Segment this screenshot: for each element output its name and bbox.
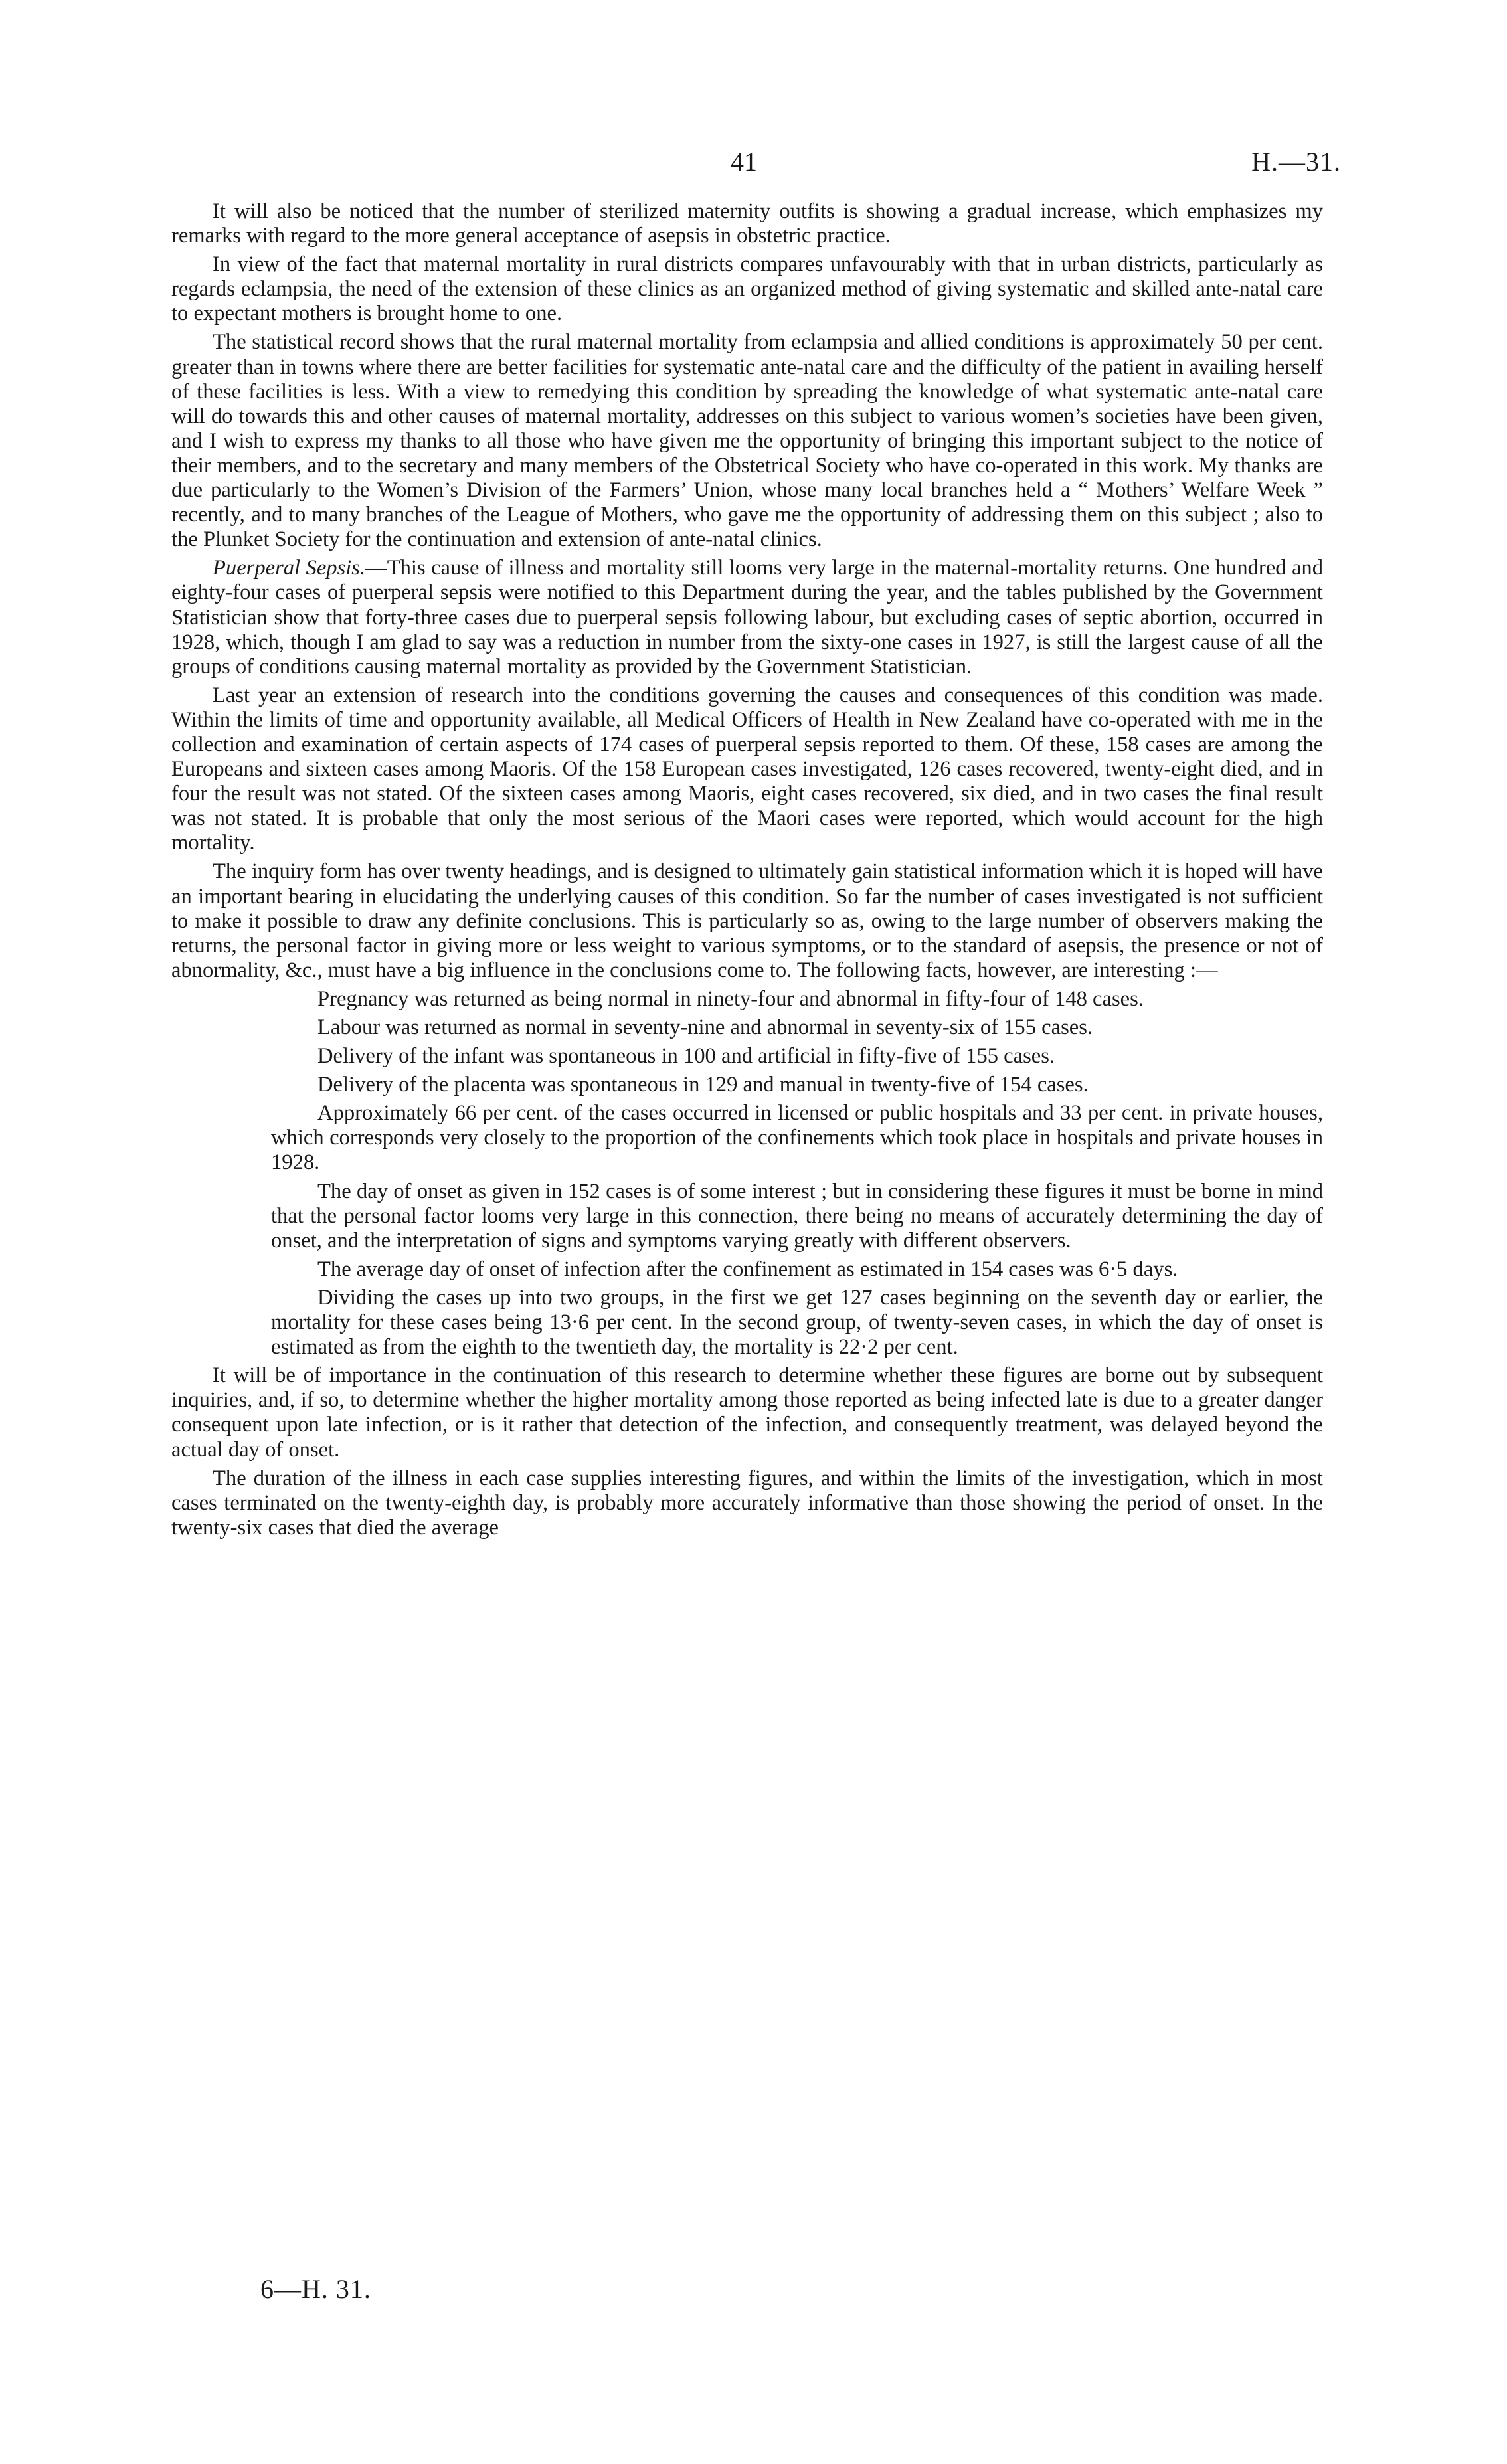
finding-item: Approximately 66 per cent. of the cases occurred in licensed or public hospitals and 33 per cent. in private houses, which corresponds very closely to the proportion of the confinements which took place in hospitals and private houses in 1928.: [271, 1101, 1323, 1175]
finding-item: The average day of onset of infection after the confinement as estimated in 154 cases was 6·5 days.: [317, 1257, 1178, 1281]
finding-item: The day of onset as given in 152 cases is of some interest ; but in considering these figures it must be borne in mind that the personal factor looms very large in this connection, there being no means of accurately determining the day of onset, and the interpretation of signs and symptoms varying greatly with different observers.: [271, 1179, 1323, 1253]
finding-item: Delivery of the placenta was spontaneous in 129 and manual in twenty-five of 154 cases.: [317, 1073, 1089, 1097]
paragraph: The statistical record shows that the rural maternal mortality from eclampsia and allied conditions is approximately 50 per cent. greater than in towns where there are better facilities for systematic ante-natal care and the difficulty of the patient in availing herself of these facilities is less. With a view to remedying this condition by spreading the knowledge of what systematic ante-natal care will do towards this and other causes of maternal mortality, addresses on this subject to various women’s societies have been given, and I wish to express my thanks to all those who have given me the opportunity of bringing this important subject to the notice of their members, and to the secretary and many members of the Obstetrical Society who have co-operated in this work. My thanks are due particularly to the Women’s Division of the Farmers’ Union, whose many local branches held a “ Mothers’ Welfare Week ” recently, and to many branches of the League of Mothers, who gave me the opportunity of addressing them on this subject ; also to the Plunket Society for the continuation and extension of ante-natal clinics.: [171, 330, 1323, 552]
paragraph: In view of the fact that maternal mortality in rural districts compares unfavourably with that in urban districts, particularly as regards eclampsia, the need of the extension of these clinics as an organized method of giving systematic and skilled ante-natal care to expectant mothers is brought home to one.: [171, 252, 1323, 326]
paragraph: The inquiry form has over twenty headings, and is designed to ultimately gain statistical information which it is hoped will have an important bearing in elucidating the underlying causes of this condition. So far the number of cases investigated is not sufficient to make it possible to draw any definite conclusions. This is particularly so as, owing to the large number of observers making the returns, the personal factor in giving more or less weight to various symptoms, or to the standard of asepsis, the presence or not of abnormality, &c., must have a big influence in the conclusions come to. The following facts, however, are interesting :—: [171, 859, 1323, 982]
paragraph: It will be of importance in the continuation of this research to determine whether these figures are borne out by subsequent inquiries, and, if so, to determine whether the higher mortality among those reported as being infected late is due to a greater danger consequent upon late infection, or is it rather that detection of the infection, and consequently treatment, was delayed beyond the actual day of onset.: [171, 1364, 1323, 1462]
paragraph: [171, 556, 1323, 679]
paragraph: Last year an extension of research into the conditions governing the causes and consequences of this condition was made. Within the limits of time and opportunity available, all Medical Officers of Health in New Zealand have co-operated with me in the collection and examination of certain aspects of 174 cases of puerperal sepsis reported to them. Of these, 158 cases are among the Europeans and sixteen cases among Maoris. Of the 158 European cases investigated, 126 cases recovered, twenty-eight died, and in four the result was not stated. Of the sixteen cases among Maoris, eight cases recovered, six died, and in two cases the final result was not stated. It is probable that only the most serious of the Maori cases were reported, which would account for the high mortality.: [171, 683, 1323, 855]
report-body: [171, 199, 1323, 1544]
signature-mark: 6—H. 31.: [260, 2274, 371, 2304]
finding-item: Dividing the cases up into two groups, in the first we get 127 cases beginning on the seventh day or earlier, the mortality for these cases being 13·6 per cent. In the second group, of twenty-seven cases, in which the day of onset is estimated as from the eighth to the twentieth day, the mortality is 22·2 per cent.: [271, 1285, 1323, 1360]
paragraph: The duration of the illness in each case supplies interesting figures, and within the limits of the investigation, which in most cases terminated on the twenty-eighth day, is probably more accurately informative than those showing the period of onset. In the twenty-six cases that died the average: [171, 1466, 1323, 1540]
paragraph: It will also be noticed that the number of sterilized maternity outfits is showing a gradual increase, which emphasizes my remarks with regard to the more general acceptance of asepsis in obstetric practice.: [171, 199, 1323, 248]
finding-item: Pregnancy was returned as being normal in ninety-four and abnormal in fifty-four of 148 cases.: [317, 986, 1144, 1011]
section-heading: Puerperal Sepsis.: [213, 556, 366, 580]
finding-item: Delivery of the infant was spontaneous in 100 and artificial in fifty-five of 155 cases.: [317, 1044, 1055, 1069]
paragraph-text: —This cause of illness and mortality still looms very large in the maternal-mortality returns. One hundred and eighty-four cases of puerperal sepsis were notified to this Department during the year, and the tables published by the Government Statistician show that forty-three cases due to puerperal sepsis following labour, but excluding cases of septic abortion, occurred in 1928, which, though I am glad to say was a reduction in number from the sixty-one cases in 1927, is still the largest cause of all the groups of conditions causing maternal mortality as provided by the Government Statistician.: [171, 556, 1323, 679]
document-reference: H.—31.: [1251, 147, 1341, 177]
page-number: 41: [731, 147, 757, 177]
finding-item: Labour was returned as normal in seventy-nine and abnormal in seventy-six of 155 cases.: [317, 1015, 1093, 1039]
